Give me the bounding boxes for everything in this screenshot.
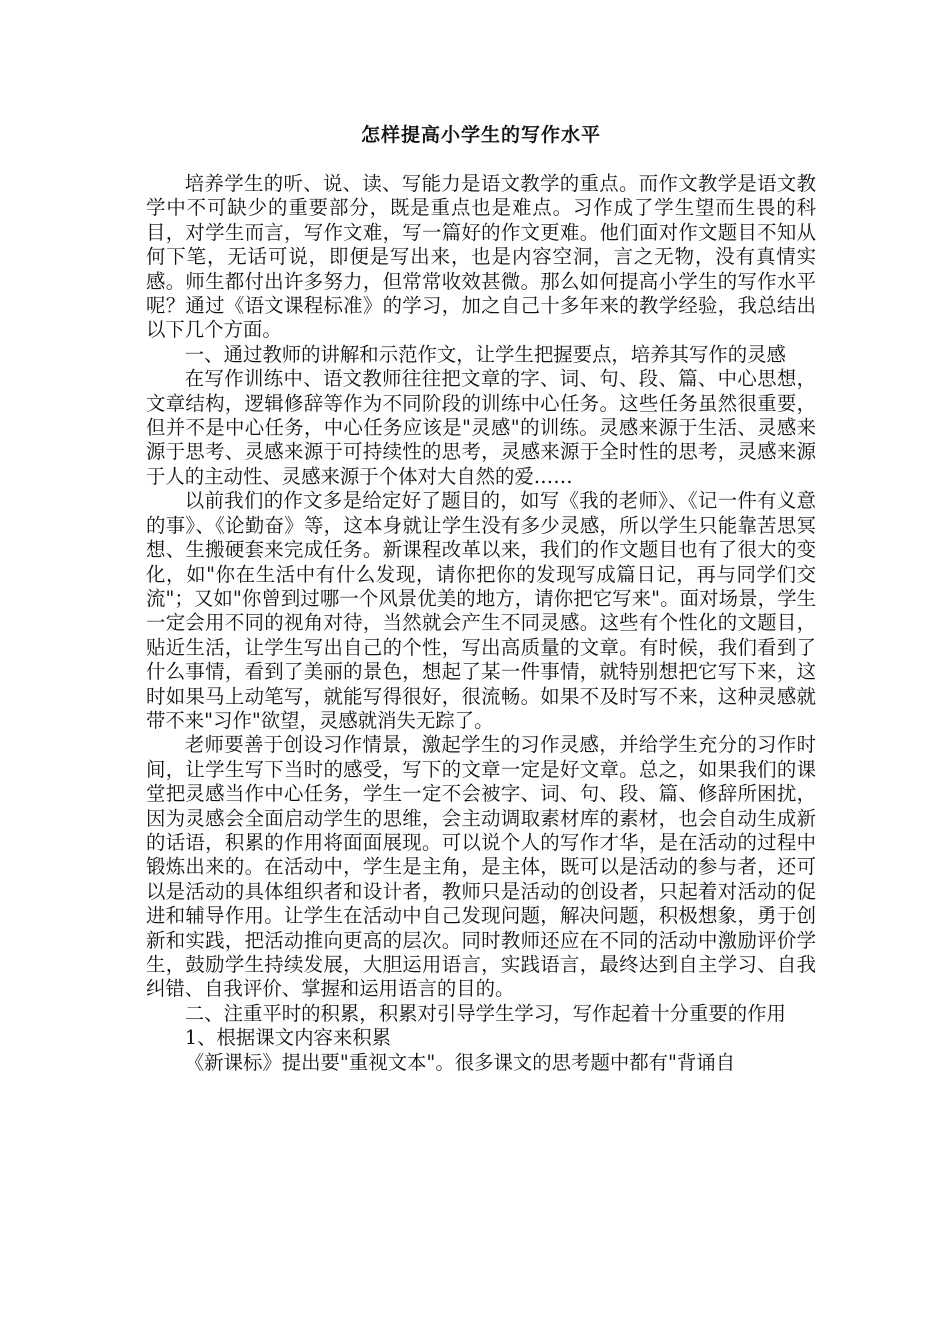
- paragraph: 以前我们的作文多是给定好了题目的，如写《我的老师》、《记一件有义意的事》、《论勤奋》等，这本身就让学生没有多少灵感，所以学生只能靠苦思冥想、生搬硬套来完成任务。新课程改革以来，我们的作文题目也有了很大的变化，如"你在生活中有什么发现，请你把你的发现写成篇日记，再与同学们交流"；又如"你曾到过哪一个风景优美的地方，请你把它写来"。面对场景，学生一定会用不同的视角对待，当然就会产生不同灵感。这些有个性化的文题目，贴近生活，让学生写出自己的个性，写出高质量的文章。有时候，我们看到了什么事情，看到了美丽的景色，想起了某一件事情，就特别想把它写下来，这时如果马上动笔写，就能写得很好，很流畅。如果不及时写不来，这种灵感就带不来"习作"欲望，灵感就消失无踪了。: [146, 489, 816, 732]
- section-heading-1: 一、通过教师的讲解和示范作文，让学生把握要点，培养其写作的灵感: [184, 342, 786, 366]
- paragraph-intro: 培养学生的听、说、读、写能力是语文教学的重点。而作文教学是语文教学中不可缺少的重要部分，既是重点也是难点。习作成了学生望而生畏的科目，对学生而言，写作文难，写一篇好的作文更难。他们面对作文题目不知从何下笔，无话可说，即便是写出来，也是内容空洞，言之无物，没有真情实感。师生都付出许多努力，但常常收效甚微。那么如何提高小学生的写作水平呢？通过《语文课程标准》的学习，加之自己十多年来的教学经验，我总结出以下几个方面。: [146, 172, 816, 342]
- subsection-heading-1: 1、根据课文内容来积累: [184, 1026, 392, 1050]
- document-body: [146, 172, 816, 1075]
- paragraph: 老师要善于创设习作情景，激起学生的习作灵感，并给学生充分的习作时间，让学生写下当时的感受，写下的文章一定是好文章。总之，如果我们的课堂把灵感当作中心任务，学生一定不会被字、词、句、段、篇、修辞所困扰，因为灵感会全面启动学生的思维，会主动调取素材库的素材，也会自动生成新的话语，积累的作用将面面展现。可以说个人的写作才华，是在活动的过程中锻炼出来的。在活动中，学生是主角，是主体，既可以是活动的参与者，还可以是活动的具体组织者和设计者，教师只是活动的创设者，只起着对活动的促进和辅导作用。让学生在活动中自己发现问题，解决问题，积极想象，勇于创新和实践，把活动推向更高的层次。同时教师还应在不同的活动中激励评价学生，鼓励学生持续发展，大胆运用语言，实践语言，最终达到自主学习、自我纠错、自我评价、掌握和运用语言的目的。: [146, 733, 816, 1001]
- paragraph: 在写作训练中、语文教师往往把文章的字、词、句、段、篇、中心思想，文章结构，逻辑修辞等作为不同阶段的训练中心任务。这些任务虽然很重要，但并不是中心任务，中心任务应该是"灵感"的训练。灵感来源于生活、灵感来源于思考、灵感来源于可持续性的思考，灵感来源于全时性的思考，灵感来源于人的主动性、灵感来源于个体对大自然的爱……: [146, 367, 816, 488]
- section-heading-2: 二、注重平时的积累，积累对引导学生学习，写作起着十分重要的作用: [184, 1001, 786, 1025]
- document-page: [146, 118, 816, 1075]
- paragraph: 《新课标》提出要"重视文本"。很多课文的思考题中都有"背诵自: [184, 1050, 736, 1074]
- document-title: 怎样提高小学生的写作水平: [360, 124, 601, 146]
